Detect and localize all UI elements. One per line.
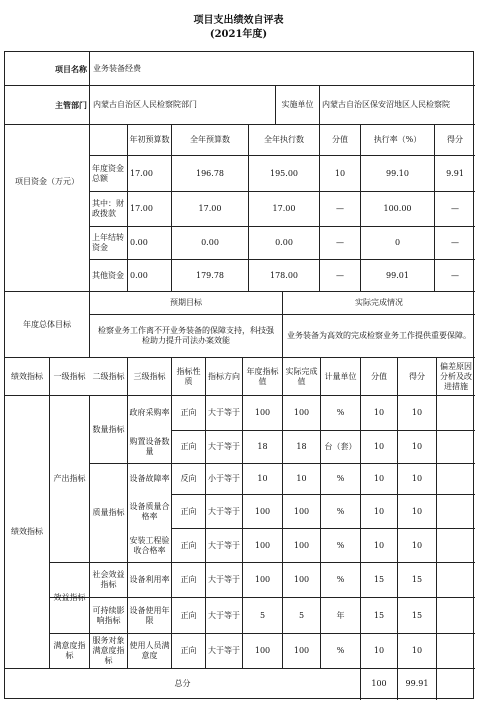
- indicator-actual: 100: [293, 408, 310, 417]
- level1-benefit: 效益指标: [53, 593, 86, 602]
- indicator-score: 10: [373, 442, 385, 451]
- actual-result-text: 业务装备为高效的完成检察业务工作提供重要保障。: [287, 331, 471, 340]
- indicator-direction: 大于等于: [208, 540, 240, 550]
- indicator-got: 15: [411, 610, 423, 620]
- level1-output: 产出指标: [53, 474, 86, 483]
- funds-row-name: 年度资金总额: [92, 163, 124, 183]
- level1-satisfaction: 满意度指标: [53, 641, 86, 660]
- indicator-nature: 正向: [180, 506, 197, 516]
- total-got: 99.91: [405, 679, 429, 688]
- indicator-actual: 18: [296, 442, 307, 451]
- indicator-target: 10: [257, 474, 268, 483]
- indicator-nature: 正向: [180, 442, 197, 451]
- indicator-nature: 正向: [180, 575, 197, 584]
- indicator-score: 10: [373, 474, 385, 483]
- ind-header-7: 实际完成值: [285, 366, 318, 386]
- indicator-target: 100: [254, 506, 271, 516]
- indicator-name: 设备质量合格率: [129, 501, 170, 521]
- funds-cell: 0.00: [130, 238, 148, 247]
- indicator-actual: 100: [293, 575, 310, 584]
- ind-header-8: 计量单位: [324, 371, 357, 381]
- funds-row-name: 其中：财政拨款: [92, 199, 124, 218]
- ind-header-10: 得分: [409, 371, 425, 381]
- level2-service-satisfaction: 服务对象满意度指标: [92, 636, 125, 665]
- funds-cell: 100.00: [383, 204, 412, 213]
- indicator-unit: %: [336, 540, 345, 550]
- indicator-score: 10: [373, 646, 385, 655]
- indicator-direction: 大于等于: [208, 646, 240, 655]
- indicator-direction: 大于等于: [208, 442, 240, 451]
- funds-cell: 99.10: [386, 168, 409, 178]
- indicator-actual: 100: [293, 540, 310, 550]
- indicator-target: 100: [254, 575, 271, 584]
- total-score: 100: [371, 679, 387, 688]
- funds-cell: 0.00: [130, 270, 148, 280]
- funds-header-initial-budget: 年初预算数: [129, 135, 170, 144]
- annual-goal-label: 年度总体目标: [23, 319, 71, 329]
- indicator-unit: 台（套）: [324, 442, 357, 451]
- funds-cell: 0.00: [275, 238, 293, 247]
- indicator-score: 10: [373, 540, 385, 550]
- indicator-name: 购置设备数量: [129, 437, 170, 456]
- perf-indicator-side-label: 绩效指标: [11, 527, 43, 536]
- indicator-score: 15: [373, 610, 385, 620]
- indicator-actual: 10: [296, 474, 307, 483]
- level2-social-benefit: 社会效益指标: [92, 570, 125, 589]
- indicator-nature: 反向: [180, 474, 197, 483]
- funds-header-weight: 分值: [332, 135, 348, 144]
- indicator-direction: 大于等于: [208, 575, 240, 584]
- funds-header-score: 得分: [447, 135, 463, 144]
- indicator-got: 10: [411, 646, 423, 655]
- title-line-1: 项目支出绩效自评表: [193, 15, 284, 26]
- total-label: 总分: [174, 679, 191, 688]
- page-title: [0, 14, 477, 42]
- level2-quality: 质量指标: [92, 508, 125, 517]
- indicator-actual: 5: [298, 610, 305, 620]
- indicator-name: 设备故障率: [129, 474, 170, 483]
- implementing-unit-value: 内蒙古自治区保安沼地区人民检察院: [322, 100, 450, 109]
- expected-goal-header: 预期目标: [170, 298, 202, 307]
- supervising-dept-value: 内蒙古自治区人民检察院部门: [93, 100, 197, 109]
- indicator-unit: %: [336, 506, 345, 516]
- indicator-target: 18: [257, 442, 268, 451]
- indicator-unit: %: [336, 408, 345, 417]
- funds-cell: 196.78: [196, 168, 224, 178]
- actual-result-header: 实际完成情况: [355, 298, 403, 307]
- indicator-name: 政府采购率: [129, 408, 170, 417]
- funds-cell: 178.00: [270, 270, 298, 280]
- implementing-unit-label: 实施单位: [281, 100, 314, 109]
- indicator-unit: %: [336, 575, 345, 584]
- ind-header-3: 三级指标: [133, 371, 166, 381]
- indicator-nature: 正向: [180, 540, 197, 550]
- indicator-target: 100: [254, 540, 271, 550]
- project-name-label: 项目名称: [55, 63, 87, 74]
- ind-header-9: 分值: [371, 371, 387, 381]
- ind-header-0: 绩效指标: [11, 371, 43, 381]
- funds-header-executed: 全年执行数: [264, 135, 304, 144]
- ind-header-2: 二级指标: [92, 371, 125, 381]
- funds-cell-dash: —: [336, 204, 344, 213]
- funds-cell: 17.00: [130, 168, 153, 178]
- funds-cell: 17.00: [272, 204, 296, 213]
- indicator-nature: 正向: [180, 408, 197, 417]
- level2-sustainable: 可持续影响指标: [92, 605, 125, 625]
- title-line-2: (2021年度): [209, 29, 268, 40]
- evaluation-table: [4, 51, 474, 699]
- ind-header-4: 指标性质: [176, 366, 201, 386]
- indicator-direction: 大于等于: [208, 610, 240, 620]
- funds-header-exec-rate: 执行率（%）: [373, 135, 422, 144]
- funds-header-full-budget: 全年预算数: [190, 135, 230, 144]
- funds-cell: 17.00: [198, 204, 222, 213]
- funds-label: 项目资金（万元）: [15, 177, 79, 186]
- ind-header-6: 年度指标值: [246, 366, 279, 386]
- ind-header-11: 偏差原因分析及改进措施: [440, 361, 472, 391]
- indicator-got: 10: [411, 506, 423, 516]
- funds-row-name: 上年结转资金: [92, 233, 124, 252]
- funds-row-name: 其他资金: [92, 270, 124, 280]
- funds-cell: 0: [394, 238, 401, 247]
- indicator-unit: %: [336, 474, 345, 483]
- funds-cell: 9.91: [446, 168, 464, 178]
- funds-cell: 195.00: [270, 168, 298, 178]
- funds-cell-dash: —: [336, 238, 344, 247]
- funds-cell: 17.00: [130, 204, 153, 213]
- funds-cell: 99.01: [386, 270, 409, 280]
- funds-cell-dash: —: [336, 270, 344, 280]
- indicator-target: 5: [259, 610, 266, 620]
- indicator-name: 安装工程验收合格率: [129, 535, 170, 555]
- level2-quantity: 数量指标: [92, 424, 125, 434]
- indicator-direction: 小于等于: [208, 474, 240, 483]
- funds-cell-dash: —: [451, 238, 459, 247]
- funds-cell: 10: [334, 168, 346, 178]
- indicator-got: 10: [411, 442, 423, 451]
- supervising-dept-label: 主管部门: [55, 100, 87, 110]
- indicator-score: 15: [373, 575, 385, 584]
- indicator-actual: 100: [293, 646, 310, 655]
- indicator-name: 设备利用率: [129, 575, 170, 584]
- funds-cell-dash: —: [451, 270, 459, 280]
- indicator-nature: 正向: [180, 610, 197, 620]
- indicator-direction: 大于等于: [208, 506, 240, 516]
- indicator-target: 100: [254, 408, 271, 417]
- indicator-score: 10: [373, 408, 385, 417]
- indicator-unit: 年: [336, 610, 345, 620]
- indicator-got: 10: [411, 540, 423, 550]
- indicator-direction: 大于等于: [208, 408, 240, 417]
- expected-goal-text: 检察业务工作离不开业务装备的保障支持，科技强检助力提升司法办案效能: [98, 326, 274, 345]
- project-name-value: 业务装备经费: [93, 63, 141, 73]
- indicator-actual: 100: [293, 506, 310, 516]
- indicator-got: 10: [411, 408, 423, 417]
- funds-cell-dash: —: [451, 204, 459, 213]
- indicator-unit: %: [336, 646, 345, 655]
- indicator-got: 15: [411, 575, 423, 584]
- funds-cell: 0.00: [201, 238, 219, 247]
- indicator-target: 100: [254, 646, 271, 655]
- indicator-nature: 正向: [180, 646, 197, 655]
- ind-header-5: 指标方向: [208, 371, 240, 381]
- ind-header-1: 一级指标: [53, 371, 86, 381]
- funds-cell: 179.78: [196, 270, 224, 280]
- indicator-score: 10: [373, 506, 385, 516]
- indicator-name: 设备使用年限: [129, 605, 170, 625]
- indicator-got: 10: [411, 474, 423, 483]
- indicator-name: 使用人员满意度: [129, 641, 170, 660]
